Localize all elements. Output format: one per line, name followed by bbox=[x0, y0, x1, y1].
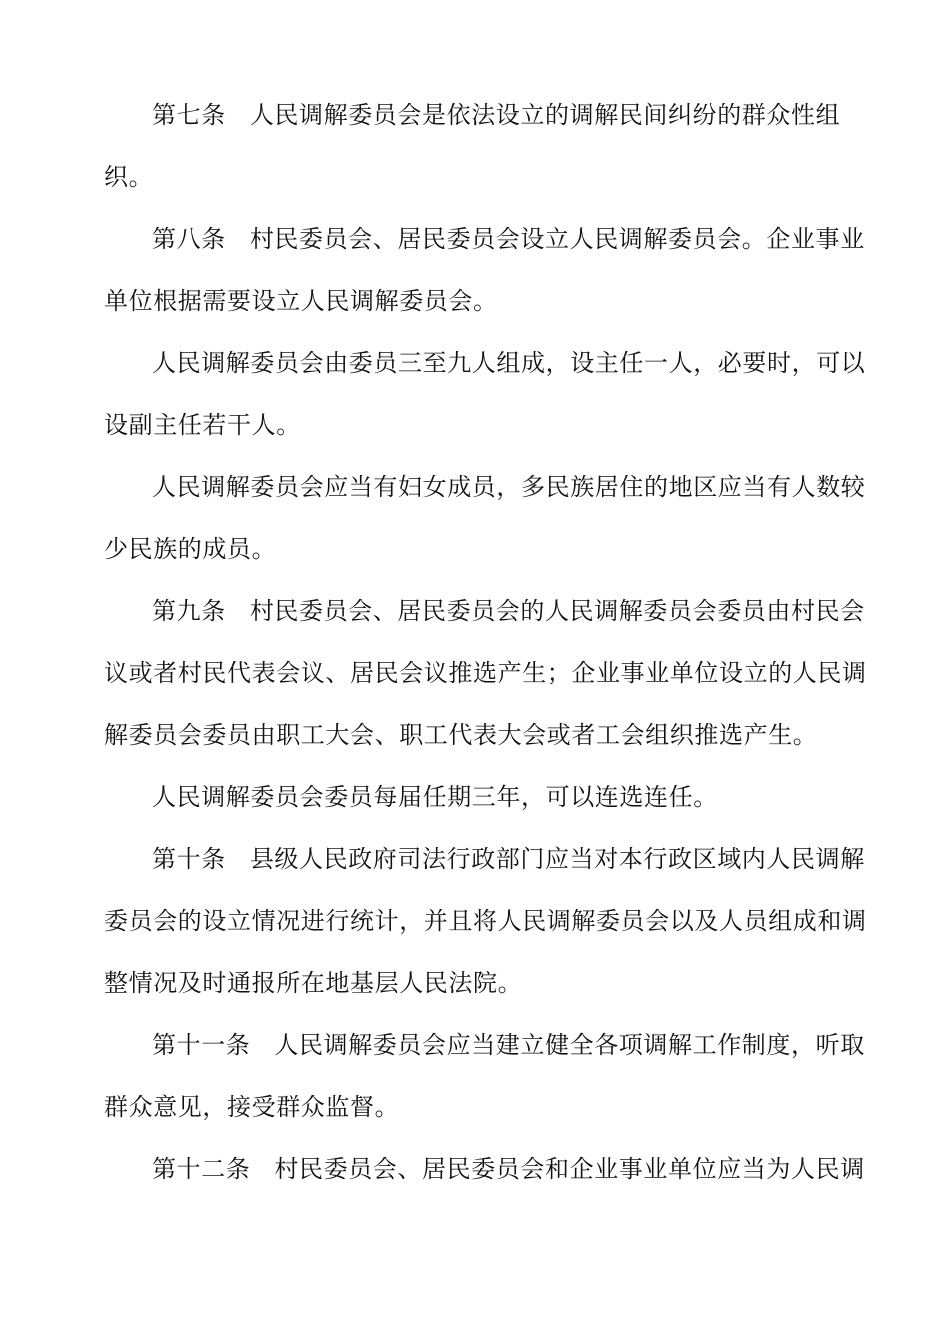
paragraph-article-11 bbox=[104, 1014, 874, 1138]
paragraph-text: 人民调解委员会应当有妇女成员，多民族居住的地区应当有人数较少民族的成员。 bbox=[104, 473, 866, 563]
paragraph-article-7 bbox=[104, 84, 874, 208]
document-page bbox=[104, 84, 874, 1200]
article-number: 第九条 bbox=[152, 597, 226, 625]
article-number: 第八条 bbox=[152, 225, 226, 253]
paragraph-text: 村民委员会、居民委员会和企业事业单位应当为人民调 bbox=[274, 1155, 865, 1183]
paragraph-text: 县级人民政府司法行政部门应当对本行政区域内人民调解委员会的设立情况进行统计，并且将人民调解委员会以及人员组成和调整情况及时通报所在地基层人民法院。 bbox=[104, 845, 867, 997]
paragraph-article-8-members bbox=[104, 456, 874, 580]
paragraph-article-10 bbox=[104, 828, 874, 1014]
article-number: 第十一条 bbox=[152, 1031, 251, 1059]
paragraph-text: 人民调解委员会是依法设立的调解民间纠纷的群众性组织。 bbox=[104, 101, 841, 191]
paragraph-text: 村民委员会、居民委员会的人民调解委员会委员由村民会议或者村民代表会议、居民会议推选产生；企业事业单位设立的人民调解委员会委员由职工大会、职工代表大会或者工会组织推选产生。 bbox=[104, 597, 867, 749]
article-number: 第十二条 bbox=[152, 1155, 251, 1183]
paragraph-article-9 bbox=[104, 580, 874, 766]
paragraph-text: 村民委员会、居民委员会设立人民调解委员会。企业事业单位根据需要设立人民调解委员会。 bbox=[104, 225, 865, 315]
paragraph-article-8 bbox=[104, 208, 874, 332]
paragraph-text: 人民调解委员会应当建立健全各项调解工作制度，听取群众意见，接受群众监督。 bbox=[104, 1031, 865, 1121]
paragraph-text: 人民调解委员会由委员三至九人组成，设主任一人，必要时，可以设副主任若干人。 bbox=[104, 349, 866, 439]
paragraph-article-12 bbox=[104, 1138, 874, 1200]
paragraph-article-9-term bbox=[104, 766, 874, 828]
article-number: 第十条 bbox=[152, 845, 226, 873]
article-number: 第七条 bbox=[152, 101, 226, 129]
paragraph-text: 人民调解委员会委员每届任期三年，可以连选连任。 bbox=[152, 783, 718, 811]
paragraph-article-8-composition bbox=[104, 332, 874, 456]
